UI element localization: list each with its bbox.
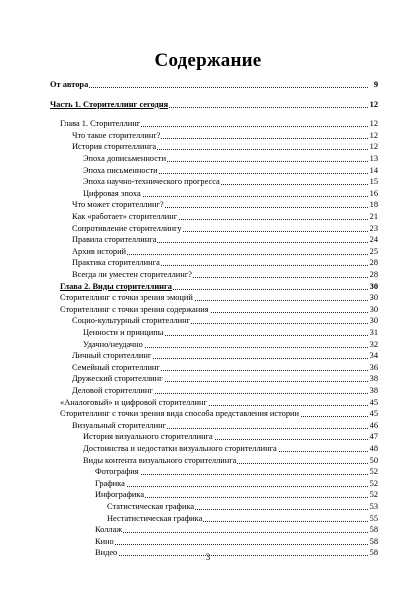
toc-entry-page: 36 [369, 362, 378, 372]
toc-leader-dots [95, 532, 368, 533]
toc-entry-page: 46 [369, 420, 378, 430]
toc-entry-page: 12 [369, 130, 378, 140]
toc-entry-title: Эпоха научно-технического прогресса [83, 177, 220, 187]
toc-entry-title: Статистическая графика [107, 502, 195, 511]
toc-entry-page: 13 [369, 154, 378, 163]
toc-entry-page: 45 [369, 397, 378, 407]
toc-entry-page: 18 [369, 200, 378, 210]
toc-entry-title: Сторителлинг с точки зрения эмоций [60, 293, 193, 303]
toc-entry-page: 58 [369, 536, 378, 546]
toc-entry-title: Цифровая эпоха [83, 188, 141, 198]
toc-entry-page: 15 [369, 177, 378, 187]
toc-entry-title: «Аналоговый» и цифровой сторителлинг [60, 397, 207, 407]
toc-entry-title: Коллаж [95, 525, 123, 535]
toc-entry-page: 58 [369, 548, 378, 558]
toc-entry-page: 38 [369, 374, 378, 384]
toc-entry-page: 48 [369, 444, 378, 453]
toc-entry-title: Удачно/неудачно [83, 339, 143, 349]
toc-entry-page: 23 [369, 223, 378, 233]
toc-entry-page: 12 [369, 119, 378, 129]
toc-entry-page: 25 [369, 246, 378, 256]
toc-entry-title: Деловой сторителлинг [72, 386, 153, 395]
toc-entry-title: Личный сторителлинг [72, 351, 152, 361]
toc-entry-title: Глава 1. Сторителлинг [60, 119, 141, 129]
toc-entry-title: История сторителлинга [72, 142, 157, 152]
toc-entry-page: 32 [369, 339, 378, 349]
toc-entry-title: Что может сторителлинг? [72, 200, 164, 210]
toc-entry-page: 58 [369, 525, 378, 535]
toc-entry-page: 21 [369, 212, 378, 221]
toc-entry-page: 50 [369, 455, 378, 465]
toc-entry-page: 52 [369, 478, 378, 488]
toc-entry-page: 47 [369, 432, 378, 442]
toc-entry [0, 98, 416, 111]
toc-entry-title: Сторителлинг с точки зрения содержания [60, 304, 209, 314]
toc-entry-page: 34 [369, 351, 378, 361]
toc-entry-page: 55 [369, 513, 378, 523]
toc-entry-title: Фотография [95, 467, 139, 477]
toc-entry-title: Эпоха письменности [83, 165, 158, 175]
toc-leader-dots [95, 544, 368, 545]
toc-leader-dots [95, 486, 368, 487]
toc-entry-title: Часть 1. Сторителлинг сегодня [50, 99, 169, 109]
toc-entry-page: 53 [369, 502, 378, 511]
toc-entry-title: Графика [95, 478, 125, 488]
toc-leader-dots [50, 87, 368, 88]
toc-entry-page: 12 [369, 99, 378, 109]
toc-entry-title: Виды контента визуального сторителлинга [83, 455, 237, 465]
toc-entry-page: 30 [369, 304, 378, 314]
toc-entry-title: Что такое сторителлинг? [72, 130, 161, 140]
toc-entry-title: Видео [95, 548, 118, 558]
toc-entry-title: Практика сторителлинга [72, 258, 160, 268]
toc-entry-title: Сторителлинг с точки зрения вида способа представления истории [60, 409, 299, 419]
toc-entry-title: Дружеский сторителлинг [72, 374, 163, 384]
toc-entry-page: 30 [369, 281, 378, 291]
toc-entry-page: 12 [369, 142, 378, 152]
toc-entry-page: 9 [373, 80, 378, 89]
toc-entry-title: Инфографика [95, 490, 145, 500]
toc-entry-title: Всегда ли уместен сторителлинг? [72, 270, 192, 279]
page-number: 3 [205, 552, 211, 562]
toc-entry-page: 31 [369, 328, 378, 337]
toc-entry-title: Достоинства и недостатки визуального сторителлинга [83, 444, 277, 453]
toc-entry-page: 38 [369, 386, 378, 395]
toc-entry-page: 14 [369, 165, 378, 175]
toc-entry-title: Архив историй [72, 246, 127, 256]
toc-entry-title: Кино [95, 536, 114, 546]
toc-entry-page: 52 [369, 490, 378, 500]
toc-entry-page: 52 [369, 467, 378, 477]
toc-entry-title: Эпоха дописьменности [83, 154, 167, 163]
toc-entry-page: 30 [369, 293, 378, 303]
toc-entry-page: 28 [369, 258, 378, 268]
toc-entry-title: Правила сторителлинга [72, 235, 157, 245]
toc-entry-title: Ценности и принципы [83, 328, 164, 337]
toc-entry-title: От автора [50, 80, 89, 89]
toc-entry-page: 28 [369, 270, 378, 279]
toc-entry-title: История визуального сторителлинга [83, 432, 213, 442]
toc-entry-page: 30 [369, 316, 378, 326]
toc-entry [0, 78, 416, 91]
toc-entry-page: 16 [369, 188, 378, 198]
toc-entry-title: Семейный сторителлинг [72, 362, 160, 372]
toc-entry-title: Глава 2. Виды сторителлинга [60, 281, 172, 291]
toc-entry-page: 24 [369, 235, 378, 245]
toc-entry-title: Как «работает» сторителлинг [72, 212, 178, 221]
toc-entry-title: Визуальный сторителлинг [72, 420, 167, 430]
toc-entry-title: Сопротивление сторителлингу [72, 223, 182, 233]
toc-entry-title: Социо-культурный сторителлинг [72, 316, 191, 326]
toc-entry-page: 45 [369, 409, 378, 419]
page-title: Содержание [154, 50, 262, 71]
toc-entry-title: Нестатистическая графика [107, 513, 203, 523]
